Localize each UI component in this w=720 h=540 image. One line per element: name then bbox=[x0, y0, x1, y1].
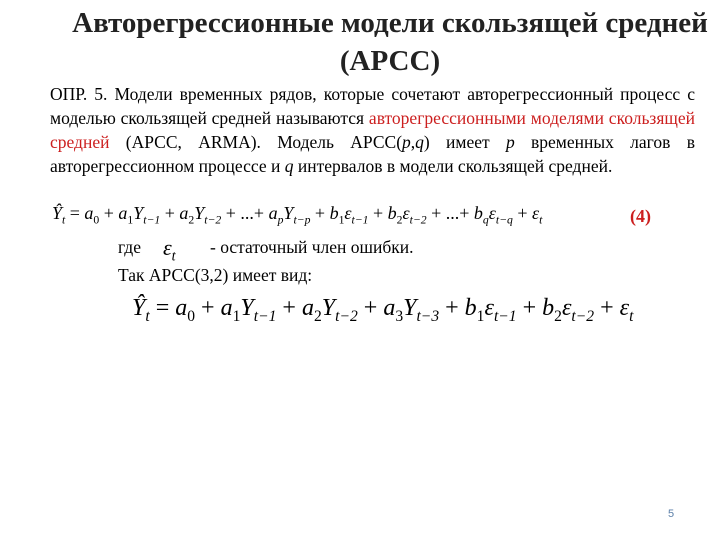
epsilon-symbol: $\varepsilon_t$ bbox=[163, 235, 176, 265]
arma-3-2-equation: $Ŷ_t = a_0 + a_1Y_{t-1} + a_2Y_{t-2} + a_3Y_{t-3} + b_1\varepsilon_{t-1} + b_2\varepsilon_{t-2} + \varepsilon_t$ bbox=[132, 295, 634, 325]
where-line bbox=[118, 235, 414, 265]
page-number: 5 bbox=[668, 508, 675, 520]
highlighted-term: авторегрессионными моделями скользящей средней bbox=[50, 108, 695, 152]
equation-number: (4) bbox=[630, 206, 651, 226]
example-intro: Так АРСС(3,2) имеет вид: bbox=[118, 265, 313, 285]
where-label: где bbox=[118, 237, 141, 257]
arma-general-equation: $Ŷ_t = a_0 + a_1Y_{t-1} + a_2Y_{t-2}$ + ...+ $a_pY_{t-p} + b_1\varepsilon_{t-1} + b_2\varepsilon_{t-2}$ + ...+ $b_q\varepsilon_{t-q} + \varepsilon_t$ bbox=[52, 203, 543, 227]
slide-title: Авторегрессионные модели скользящей средней (АРСС) bbox=[72, 7, 708, 77]
definition-label: ОПР. 5. bbox=[50, 84, 108, 104]
definition-paragraph: ОПР. 5. Модели временных рядов, которые сочетают авторегрессионный процесс с моделью скользящей средней называются авторегрессионными моделями скользящей средней (АРСС, ARMA). Модель АРСС(p,q) имеет p временных лагов в авторегрессионном процессе и q интервалов в модели скользящей средней. bbox=[50, 84, 695, 176]
where-description: - остаточный член ошибки. bbox=[210, 237, 414, 257]
